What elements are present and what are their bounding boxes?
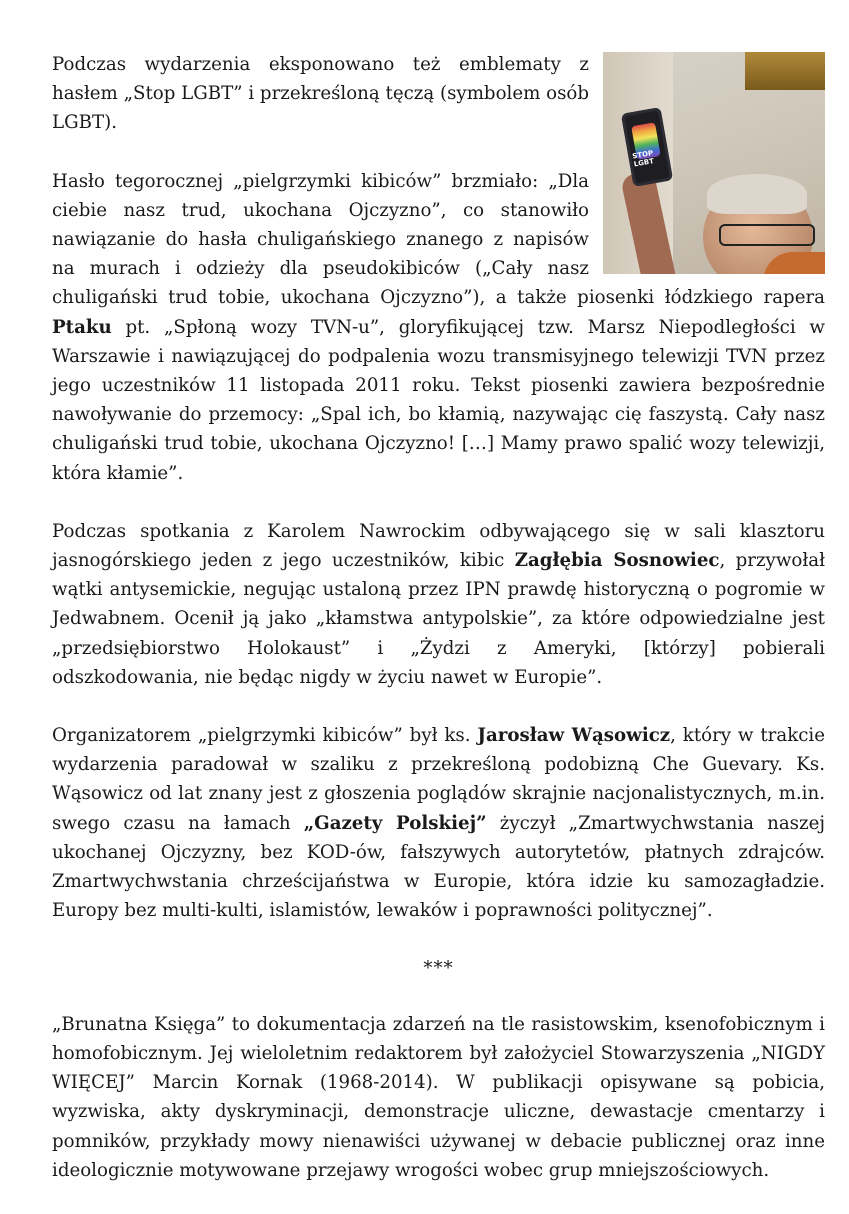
newspaper-name: „Gazety Polskiej”: [303, 812, 487, 834]
paragraph-organizer: Organizatorem „pielgrzymki kibiców” był ks. Jarosław Wąsowicz, który w trakcie wydarzenia paradował w szaliku z przekreśloną podobizną Che Guevary. Ks. Wąsowicz od lat znany jest z głoszenia poglądów skrajnie nacjonalistycznych, m.in. swego czasu na łamach „Gazety Polskiej” życzył „Zmartwychwstania naszej ukochanej Ojczyzny, bez KOD-ów, fałszywych autorytetów, płatnych zdrajców. Zmartwychwstania chrześcijaństwa w Europie, która idzie ku samozagładzie. Europy bez multi-kulti, islamistów, lewaków i poprawności politycznej”.: [52, 725, 825, 922]
rapper-name: Ptaku: [52, 316, 112, 338]
photo-gilded-frame: [745, 52, 825, 90]
organizer-name: Jarosław Wąsowicz: [477, 725, 671, 747]
club-name: Zagłębia Sosnowiec: [514, 550, 720, 572]
paragraph-emblems: Podczas wydarzenia eksponowano też emblematy z hasłem „Stop LGBT” i przekreśloną tęczą (symbolem osób LGBT).: [52, 54, 590, 134]
photo-glasses: [719, 224, 815, 246]
photo-man-hair: [707, 174, 807, 214]
sticker-text: STOP LGBT: [631, 149, 655, 169]
event-photo: [603, 52, 825, 274]
paragraph-nawrocki-meeting: Podczas spotkania z Karolem Nawrockim odbywającego się w sali klasztoru jasnogórskiego jeden z jego uczestników, kibic Zagłębia Sosnowiec, przywołał wątki antysemickie, negując ustaloną przez IPN prawdę historyczną o pogromie w Jedwabnem. Ocenił ją jako „kłamstwa antypolskie”, za które odpowiedzialne jest „przedsiębiorstwo Holokaust” i „Żydzi z Ameryki, [którzy] pobierali odszkodowania, nie będąc nigdy w życiu nawet w Europie”.: [52, 520, 825, 688]
paragraph-brown-book: „Brunatna Księga” to dokumentacja zdarzeń na tle rasistowskim, ksenofobicznym i homofobicznym. Jej wieloletnim redaktorem był założyciel Stowarzyszenia „NIGDY WIĘCEJ” Marcin Kornak (1968-2014). W publikacji opisywane są pobicia, wyzwiska, akty dyskryminacji, demonstracje uliczne, dewastacje cmentarzy i pomników, przykłady mowy nienawiści używanej w debacie publicznej oraz inne ideologicznie motywowane przejawy wrogości wobec grup mniejszościowych.: [52, 1013, 825, 1181]
paragraph-pilgrimage-slogan: Hasło tegorocznej „pielgrzymki kibiców” brzmiało: „Dla ciebie nasz trud, ukochana Ojczyzno”, co stanowiło nawiązanie do hasła chuligańskiego znanego z napisów na murach i odzieży dla pseudokibiców („Cały nasz chuligański trud tobie, ukochana Ojczyzno”), a także piosenki łódzkiego rapera Ptaku pt. „Spłoną wozy TVN-u”, gloryfikującej tzw. Marsz Niepodległości w Warszawie i nawiązującej do podpalenia wozu transmisyjnego telewizji TVN przez jego uczestników 11 listopada 2011 roku. Tekst piosenki zawiera bezpośrednie nawoływanie do przemocy: „Spal ich, bo kłamią, nazywając cię faszystą. Cały nasz chuligański trud tobie, ukochana Ojczyzno! […] Mamy prawo spalić wozy telewizji, która kłamie”.: [52, 170, 825, 484]
section-separator: ***: [423, 958, 454, 980]
document-page: [52, 50, 825, 1214]
